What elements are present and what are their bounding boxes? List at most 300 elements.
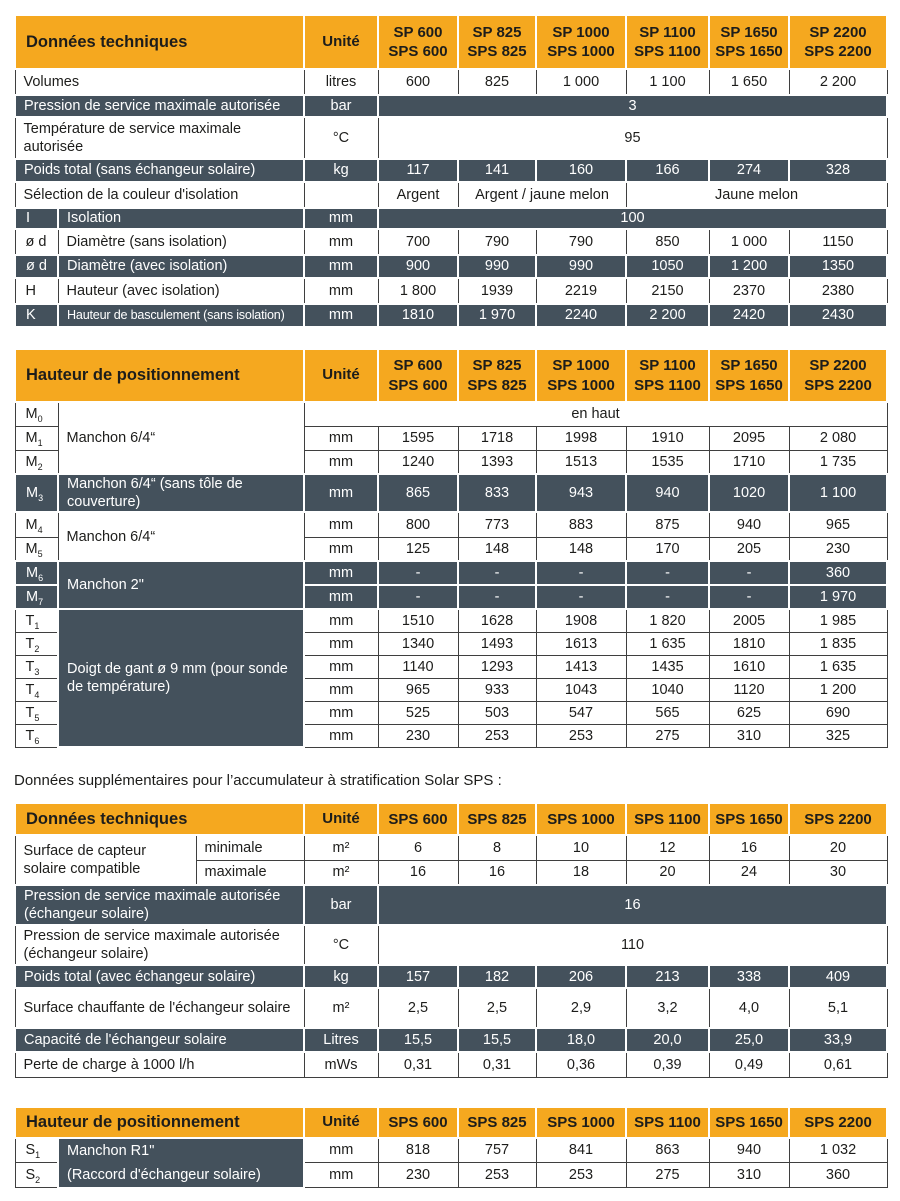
value-cell: 360 [789,1163,887,1188]
unit-cell: mm [304,609,378,632]
model-sp-label: SP 1100 [639,357,696,374]
value-cell: 12 [626,835,709,860]
row-label: Hauteur de basculement (sans isolation) [58,304,304,327]
column-header [458,15,536,69]
row-key [15,474,58,512]
value-cell: 990 [536,255,626,278]
column-header: SPS 1100 [626,1107,709,1138]
table-title: Données techniques [15,15,304,69]
value-cell: 0,49 [709,1052,789,1077]
value-cell: 1510 [378,609,458,632]
value-cell: 1040 [626,678,709,701]
column-header: SPS 1650 [709,1107,789,1138]
value-cell: 1293 [458,655,536,678]
unit-cell: mm [304,304,378,327]
row-label: Perte de charge à 1000 l/h [15,1052,304,1077]
table-row [15,159,887,182]
value-cell: - [626,561,709,585]
value-cell: 33,9 [789,1028,887,1052]
key-letter: M [26,589,39,606]
key-letter: M [25,406,38,423]
value-cell: 625 [709,701,789,724]
value-cell: 20,0 [626,1028,709,1052]
value-cell: 2380 [789,278,887,304]
key-letter: T [25,658,35,675]
table-row [15,885,887,925]
row-label: Pression de service maximale autorisée [15,95,304,117]
unit-cell: mm [304,585,378,609]
row-label: Poids total (sans échangeur solaire) [15,159,304,182]
value-cell: 1435 [626,655,709,678]
column-header [458,349,536,402]
value-cell: 2 200 [626,304,709,327]
table-row [15,278,887,304]
value-cell: 1998 [536,426,626,450]
key-subscript: 1 [37,437,43,448]
value-cell: 1 200 [709,255,789,278]
unit-cell: mm [304,678,378,701]
value-cell: - [378,585,458,609]
unit-cell-empty [304,182,378,208]
value-cell: 18,0 [536,1028,626,1052]
table-row [15,229,887,255]
value-cell: 1810 [378,304,458,327]
value-cell: 833 [458,474,536,512]
row-key: H [15,278,58,304]
table-row [15,965,887,988]
row-key: ø d [15,229,58,255]
value-cell: 2 080 [789,426,887,450]
value-cell: 1 635 [789,655,887,678]
value-cell: 1595 [378,426,458,450]
value-cell: 275 [626,1163,709,1188]
value-cell: 875 [626,512,709,537]
row-key [15,724,58,747]
value-cell: 2 200 [789,69,887,95]
value-cell: 2370 [709,278,789,304]
value-cell: 1 800 [378,278,458,304]
value-cell: 206 [536,965,626,988]
header-row [15,349,887,402]
value-cell: 148 [536,537,626,561]
model-sps-label: SPS 1650 [715,376,783,394]
value-cell: 1150 [789,229,887,255]
value-cell: 0,36 [536,1052,626,1077]
value-cell: 2219 [536,278,626,304]
value-cell: 1240 [378,450,458,474]
value-cell: 157 [378,965,458,988]
key-letter: M [25,516,38,533]
value-cell: 30 [789,860,887,885]
key-subscript: 6 [34,735,40,746]
table-row [15,182,887,208]
value-cell: 600 [378,69,458,95]
value-cell: 1908 [536,609,626,632]
unit-cell: mm [304,512,378,537]
column-header [536,349,626,402]
unit-cell: mm [304,426,378,450]
value-cell: 230 [378,724,458,747]
header-row [15,803,887,835]
value-cell: 1 100 [626,69,709,95]
key-subscript: 3 [34,666,40,677]
value-cell: 160 [536,159,626,182]
row-key: I [15,208,58,229]
key-letter: S [25,1167,36,1184]
technical-data-table-sps [14,802,888,1078]
model-sps-label: SPS 600 [388,43,448,60]
value-cell: 1810 [709,632,789,655]
value-cell: 2,9 [536,988,626,1028]
model-sp-label: SP 1100 [639,23,696,41]
value-cell: 275 [626,724,709,747]
column-header [789,349,887,402]
column-header: SPS 2200 [789,1107,887,1138]
unit-cell: mm [304,208,378,229]
value-cell: 5,1 [789,988,887,1028]
value-cell: 16 [378,860,458,885]
supplementary-note: Données supplémentaires pour l’accumulateur à stratification Solar SPS : [14,772,502,790]
value-cell: 100 [378,208,887,229]
value-cell: 1043 [536,678,626,701]
row-label: Pression de service maximale autorisée (échangeur solaire) [15,885,304,925]
spacer [14,328,886,348]
key-letter: M [26,485,39,502]
value-cell: 2430 [789,304,887,327]
table-row [15,835,887,860]
row-label [58,1138,304,1188]
value-cell: 1 735 [789,450,887,474]
value-cell: 1 032 [789,1138,887,1163]
value-cell: 1613 [536,632,626,655]
table-row [15,69,887,95]
row-key [15,609,58,632]
model-sps-label: SPS 825 [467,376,527,394]
unit-column-header: Unité [304,1107,378,1138]
table-row [15,1052,887,1077]
value-cell: 900 [378,255,458,278]
row-key [15,537,58,561]
table-row [15,117,887,159]
row-label: Isolation [58,208,304,229]
value-cell: 1 985 [789,609,887,632]
table-row [15,255,887,278]
value-cell: 3 [378,95,887,117]
model-sp-label: SP 600 [393,23,443,41]
key-subscript: 7 [38,597,44,608]
value-cell: 883 [536,512,626,537]
value-cell: 148 [458,537,536,561]
key-letter: T [25,635,35,652]
table-row [15,561,887,585]
model-sps-label: SPS 2200 [804,376,872,394]
key-subscript: 0 [37,414,43,425]
row-key [15,426,58,450]
value-cell: 253 [458,724,536,747]
value-cell: 2240 [536,304,626,327]
value-cell: 16 [378,885,887,925]
value-cell: 338 [709,965,789,988]
model-sp-label: SP 2200 [809,357,867,374]
unit-cell: °C [304,117,378,159]
value-cell: 110 [378,925,887,965]
value-cell: 0,31 [458,1052,536,1077]
column-header: SPS 2200 [789,803,887,835]
value-cell: 525 [378,701,458,724]
column-header [378,349,458,402]
value-cell: 700 [378,229,458,255]
value-cell: 1628 [458,609,536,632]
model-sps-label: SPS 825 [467,43,527,60]
column-header [626,349,709,402]
positioning-height-table-sp [14,348,888,748]
value-cell: - [709,561,789,585]
column-header: SPS 1000 [536,803,626,835]
value-cell: 757 [458,1138,536,1163]
value-cell: 2150 [626,278,709,304]
value-cell: 1535 [626,450,709,474]
header-row [15,15,887,69]
value-cell: 790 [536,229,626,255]
value-cell: 1120 [709,678,789,701]
value-cell: - [458,585,536,609]
value-cell: en haut [304,402,887,426]
value-cell: 965 [789,512,887,537]
key-letter: T [25,612,35,629]
model-sps-label: SPS 1000 [547,43,615,60]
row-label-line2: (Raccord d'échangeur solaire) [67,1166,261,1183]
unit-cell: bar [304,885,378,925]
value-cell: 1 835 [789,632,887,655]
value-cell: 841 [536,1138,626,1163]
row-label: Hauteur (avec isolation) [58,278,304,304]
value-cell: 1 200 [789,678,887,701]
value-cell: 1910 [626,426,709,450]
unit-cell: mm [304,1138,378,1163]
unit-cell: mm [304,1163,378,1188]
value-cell: 170 [626,537,709,561]
table-title: Hauteur de positionnement [15,349,304,402]
unit-cell: mm [304,632,378,655]
value-cell: 230 [789,537,887,561]
value-cell: 274 [709,159,789,182]
value-cell: 15,5 [378,1028,458,1052]
row-key [15,450,58,474]
model-sp-label: SP 1000 [552,23,610,41]
value-cell: 2,5 [458,988,536,1028]
unit-cell: m² [304,988,378,1028]
value-cell: 3,2 [626,988,709,1028]
value-cell: 2005 [709,609,789,632]
value-cell: 1 650 [709,69,789,95]
column-header: SPS 600 [378,1107,458,1138]
unit-cell: mm [304,655,378,678]
table-title: Hauteur de positionnement [15,1107,304,1138]
value-cell: 182 [458,965,536,988]
row-key [15,512,58,537]
unit-cell: kg [304,159,378,182]
key-letter: T [25,727,35,744]
value-cell: 16 [458,860,536,885]
unit-cell: mm [304,474,378,512]
unit-cell: kg [304,965,378,988]
table-title: Données techniques [15,803,304,835]
unit-cell: mm [304,537,378,561]
value-cell: 253 [458,1163,536,1188]
model-sps-label: SPS 600 [388,376,448,394]
column-header: SPS 825 [458,1107,536,1138]
row-label: Diamètre (sans isolation) [58,229,304,255]
value-cell: 20 [789,835,887,860]
key-subscript: 2 [35,1175,41,1186]
key-letter: M [26,565,39,582]
column-header [626,15,709,69]
value-cell: 850 [626,229,709,255]
value-cell: 6 [378,835,458,860]
model-sp-label: SP 1650 [720,23,778,41]
value-cell: 15,5 [458,1028,536,1052]
value-cell: 141 [458,159,536,182]
row-key [15,402,58,426]
value-cell: 818 [378,1138,458,1163]
value-cell: 773 [458,512,536,537]
row-label: Poids total (avec échangeur solaire) [15,965,304,988]
table-row [15,925,887,965]
model-sp-label: SP 825 [472,357,522,374]
value-cell: 0,31 [378,1052,458,1077]
value-cell: 253 [536,1163,626,1188]
value-cell: 213 [626,965,709,988]
value-cell: - [709,585,789,609]
key-subscript: 3 [38,492,44,503]
column-header [378,15,458,69]
model-sp-label: SP 600 [393,357,443,374]
value-cell: 1939 [458,278,536,304]
unit-cell: bar [304,95,378,117]
value-cell: 933 [458,678,536,701]
value-cell: Jaune melon [626,182,887,208]
column-header: SPS 600 [378,803,458,835]
row-label: Manchon 6/4“ [58,402,304,474]
value-cell: 965 [378,678,458,701]
value-cell: Argent [378,182,458,208]
row-label: Doigt de gant ø 9 mm (pour sonde de température) [58,609,304,747]
key-letter: M [25,453,38,470]
model-sp-label: SP 1000 [552,357,610,374]
value-cell: Argent / jaune melon [458,182,626,208]
row-label: Manchon 6/4“ (sans tôle de couverture) [58,474,304,512]
model-sps-label: SPS 1650 [715,43,783,60]
value-cell: 940 [626,474,709,512]
table-row [15,402,887,426]
value-cell: 230 [378,1163,458,1188]
row-label: Diamètre (avec isolation) [58,255,304,278]
value-cell: 409 [789,965,887,988]
row-label: Température de service maximale autorisée [15,117,304,159]
column-header [536,15,626,69]
unit-cell: °C [304,925,378,965]
value-cell: 1350 [789,255,887,278]
unit-column-header: Unité [304,349,378,402]
key-subscript: 5 [34,712,40,723]
key-letter: T [25,681,35,698]
value-cell: 253 [536,724,626,747]
value-cell: 4,0 [709,988,789,1028]
value-cell: 2095 [709,426,789,450]
key-subscript: 6 [38,573,44,584]
key-subscript: 4 [34,689,40,700]
row-key [15,585,58,609]
value-cell: 310 [709,1163,789,1188]
value-cell: 125 [378,537,458,561]
row-key [15,1163,58,1188]
value-cell: 325 [789,724,887,747]
value-cell: 328 [789,159,887,182]
value-cell: 1393 [458,450,536,474]
unit-cell: litres [304,69,378,95]
table-row [15,1028,887,1052]
model-sp-label: SP 825 [472,23,522,41]
value-cell: 940 [709,512,789,537]
column-header [789,15,887,69]
value-cell: 166 [626,159,709,182]
model-sps-label: SPS 1100 [634,376,701,394]
value-cell: 360 [789,561,887,585]
model-sps-label: SPS 2200 [804,43,872,60]
value-cell: 943 [536,474,626,512]
value-cell: - [626,585,709,609]
value-cell: 2,5 [378,988,458,1028]
value-cell: - [536,561,626,585]
column-header: SPS 1650 [709,803,789,835]
model-sps-label: SPS 1100 [634,43,701,60]
value-cell: 1140 [378,655,458,678]
value-cell: 20 [626,860,709,885]
value-cell: 1610 [709,655,789,678]
unit-cell: mWs [304,1052,378,1077]
key-letter: T [25,704,35,721]
value-cell: 1 820 [626,609,709,632]
row-key: ø d [15,255,58,278]
value-cell: 1718 [458,426,536,450]
key-subscript: 5 [37,548,43,559]
value-cell: 547 [536,701,626,724]
sub-row-label: maximale [196,860,304,885]
unit-cell: m² [304,835,378,860]
column-header: SPS 1000 [536,1107,626,1138]
value-cell: 24 [709,860,789,885]
value-cell: 865 [378,474,458,512]
value-cell: 2420 [709,304,789,327]
value-cell: 95 [378,117,887,159]
value-cell: 940 [709,1138,789,1163]
positioning-height-table-sps [14,1106,888,1189]
value-cell: 10 [536,835,626,860]
row-key: K [15,304,58,327]
row-label: Surface chauffante de l'échangeur solaire [15,988,304,1028]
key-letter: M [25,540,38,557]
header-row [15,1107,887,1138]
value-cell: 1 000 [536,69,626,95]
table-row [15,304,887,327]
value-cell: 310 [709,724,789,747]
value-cell: 690 [789,701,887,724]
technical-data-table-sp [14,14,888,328]
value-cell: 565 [626,701,709,724]
value-cell: 1 970 [789,585,887,609]
column-header [709,349,789,402]
value-cell: 1340 [378,632,458,655]
